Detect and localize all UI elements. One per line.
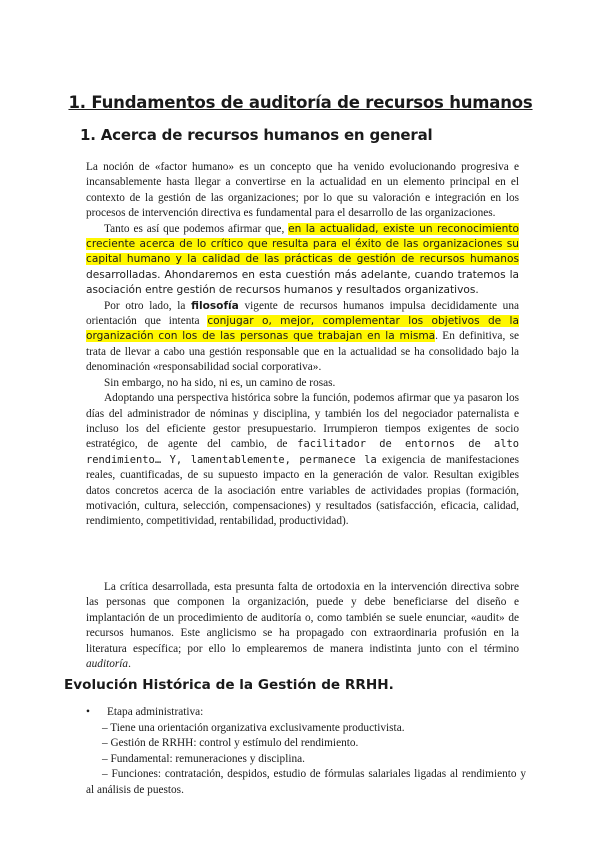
list-item: • Etapa administrativa:	[86, 705, 526, 721]
page-title: 1. Fundamentos de auditoría de recursos humanos	[68, 93, 533, 112]
bold-term: filosofía	[191, 299, 239, 312]
paragraph-3: Por otro lado, la filosofía vigente de recursos humanos impulsa decididamente una orientación que intenta conjugar o, mejor, complementar los objetivos de la organización con los de las personas que trabajan en la misma. En definitiva, se trata de llevar a cabo una gestión responsable que en la actualidad se ha consolidado bajo la denominación «responsabilidad social corporativa».	[86, 299, 519, 374]
sub-list-item: – Tiene una orientación organizativa exclusivamente productivista.	[102, 721, 405, 734]
section-heading: 1. Acerca de recursos humanos en general	[80, 126, 433, 144]
paragraph-6: La crítica desarrollada, esta presunta falta de ortodoxia en la intervención directiva sobre las personas que componen la organización, puede y debe beneficiarse del diseño e implantación de un procedimiento de auditoría o, como también se suele enunciar, «audit» de recursos humanos. Este anglicismo se ha propagado con extraordinaria profusión en la literatura específica; por ello lo emplearemos de manera indistinta junto con el término auditoría.	[86, 581, 519, 671]
paragraph-4: Sin embargo, no ha sido, ni es, un camino de rosas.	[104, 376, 336, 389]
bullet-list	[86, 705, 526, 799]
highlighted-text: en la actualidad, existe un reconocimiento creciente acerca de lo crítico que resulta para el éxito de las organizaciones su capital humano y la calidad de las prácticas de gestión de recursos humanos	[86, 222, 520, 266]
bullet-icon: •	[86, 706, 90, 718]
section-title: Evolución Histórica de la Gestión de RRHH.	[64, 677, 394, 693]
paragraph-5: Adoptando una perspectiva histórica sobre la función, podemos afirmar que ya pasaron los días del administrador de nóminas y disciplina, y también los del negociador paternalista e incluso los del eficiente gestor presupuestario. Irrumpieron tiempos exigentes de socio estratégico, de agente del cambio, de facilitador de entornos de alto rendimiento… Y, lamentablemente, permanece la exigencia de manifestaciones reales, cuantificadas, de su supuesto impacto en la generación de valor. Resultan exigibles datos concretos acerca de la asociación entre variables de actividades propias (formación, motivación, cultura, selección, compensaciones) y resultados (satisfacción, eficacia, calidad, rendimiento, competitividad, rentabilidad, productividad).	[86, 392, 519, 528]
italic-term: auditoría	[86, 658, 129, 671]
highlighted-text: conjugar o, mejor, complementar los objetivos de la organización con los de las personas que trabajan en la misma	[86, 315, 519, 343]
sub-list-item: – Gestión de RRHH: control y estímulo del rendimiento.	[102, 737, 359, 750]
paragraph-2: Tanto es así que podemos afirmar que, en la actualidad, existe un reconocimiento creciente acerca de lo crítico que resulta para el éxito de las organizaciones su capital humano y la calidad de las prácticas de gestión de recursos humanos desarrolladas. Ahondaremos en esta cuestión más adelante, cuando tratemos la asociación entre gestión de recursos humanos y resultados organizativos.	[86, 222, 520, 297]
body-text-2	[86, 580, 519, 672]
body-text	[86, 160, 519, 530]
sub-list-item: – Fundamental: remuneraciones y disciplina.	[102, 752, 305, 765]
handwritten-style-text: facilitador de entornos de alto rendimiento… Y, lamentablemente, permanece la	[86, 438, 519, 466]
sub-list-item: – Funciones: contratación, despidos, estudio de fórmulas salariales ligadas al rendimiento y al análisis de puestos.	[86, 768, 526, 796]
paragraph-1: La noción de «factor humano» es un concepto que ha venido evolucionando progresiva e incansablemente hasta llegar a convertirse en la actualidad en un elemento principal en el contexto de la gestión de las organizaciones; por lo que su valoración e integración en los procesos de intervención directiva es fundamental para el desarrollo de las organizaciones.	[86, 161, 519, 220]
